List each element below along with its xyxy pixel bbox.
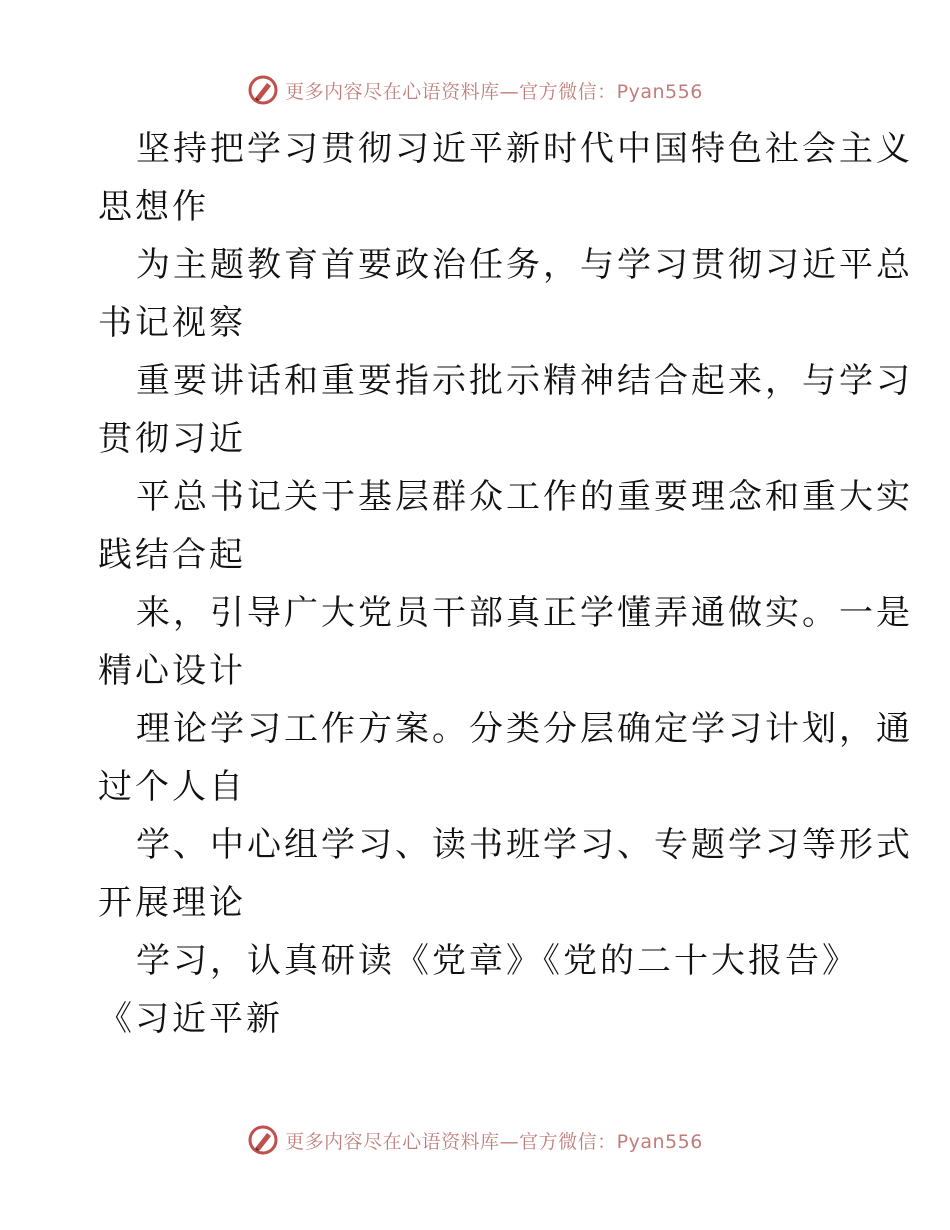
- paragraph-line: 过个人自: [98, 767, 246, 807]
- paragraph-line: 学、中心组学习、读书班学习、专题学习等形式: [136, 825, 913, 865]
- document-body: [98, 120, 913, 1048]
- paragraph-line: 践结合起: [98, 535, 246, 575]
- paragraph-line: 为主题教育首要政治任务，与学习贯彻习近平总: [136, 245, 913, 285]
- paragraph-line: 重要讲话和重要指示批示精神结合起来，与学习: [136, 361, 913, 401]
- pen-nib-logo-icon: [247, 74, 279, 106]
- header-watermark: [0, 70, 950, 110]
- paragraph: [98, 120, 913, 236]
- paragraph: [98, 352, 913, 468]
- paragraph: [98, 932, 858, 1048]
- paragraph-line: 开展理论: [98, 883, 246, 923]
- paragraph-line: 平总书记关于基层群众工作的重要理念和重大实: [136, 477, 913, 517]
- paragraph: [98, 468, 913, 584]
- paragraph-line: 学习，认真研读《党章》《党的二十大报告》: [136, 941, 859, 981]
- paragraph-line: 《习近平新: [98, 999, 283, 1039]
- paragraph-line: 坚持把学习贯彻习近平新时代中国特色社会主义: [136, 129, 913, 169]
- header-watermark-text: 更多内容尽在心语资料库—官方微信：Pyan556: [285, 80, 703, 103]
- paragraph-line: 理论学习工作方案。分类分层确定学习计划，通: [136, 709, 913, 749]
- footer-watermark-text: 更多内容尽在心语资料库—官方微信：Pyan556: [285, 1130, 703, 1153]
- paragraph: [98, 584, 913, 700]
- paragraph: [98, 236, 913, 352]
- paragraph-line: 来，引导广大党员干部真正学懂弄通做实。一是: [136, 593, 913, 633]
- paragraph-line: 贯彻习近: [98, 419, 246, 459]
- paragraph-line: 思想作: [98, 187, 209, 227]
- paragraph: [98, 816, 913, 932]
- paragraph-line: 书记视察: [98, 303, 246, 343]
- paragraph: [98, 700, 913, 816]
- paragraph-line: 精心设计: [98, 651, 246, 691]
- pen-nib-logo-icon: [247, 1124, 279, 1156]
- footer-watermark: [0, 1120, 950, 1160]
